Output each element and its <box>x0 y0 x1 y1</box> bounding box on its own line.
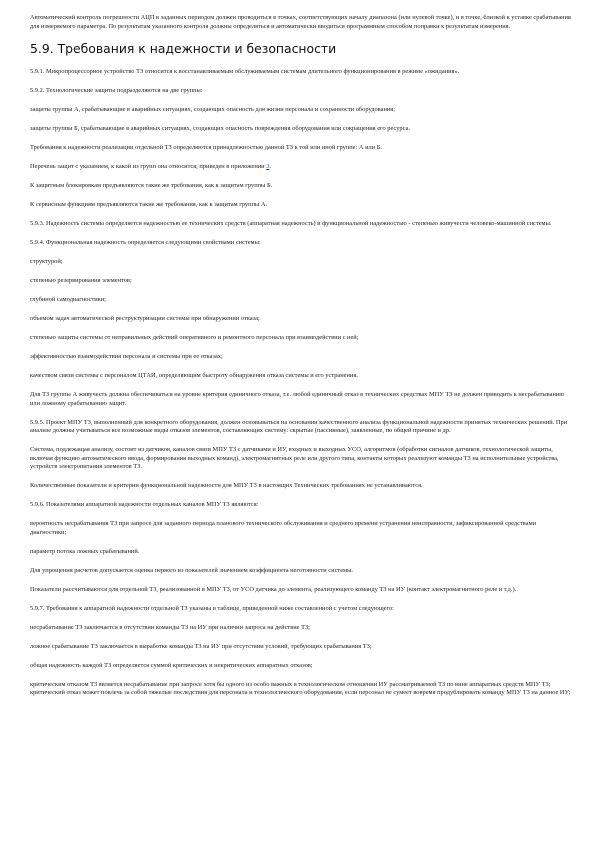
list-item-personnel-protection: степенью защиты системы от неправильных действий оперативного и ремонтного персонала при взаимодействии с ней; <box>30 333 359 341</box>
paragraph-5-9-5: 5.9.5. Проект МПУ ТЗ, выполненный для конкретного оборудования, должен основываться на основании качественного анализа функциональной надежности принятых технических решений. При анализе должны учитываться все возможные виды отказов элементов, составляющих систему: скрытые (пассивные), заявленные, по общей причине и др. <box>30 418 568 435</box>
paragraph-group-b: защиты группы Б, срабатывающие в аварийных ситуациях, создающих опасность повреждения оборудования или сокращения его ресурса. <box>30 125 410 133</box>
list-item-non-operation: несрабатывание ТЗ заключается в отсутствии команды ТЗ на ИУ при наличии запроса на действие ТЗ; <box>30 623 310 631</box>
paragraph-system-composition: Система, подлежащая анализу, состоит из датчиков, каналов связи МПУ ТЗ с датчиками и ИУ, входных и выходных УСО, алгоритмов (обработки сигналов датчиков, технологической защиты, включая функцию автоматического ввода, формирования выходных команд), электромагнитных реле или другого типа, контакты которых реализуют команды ТЗ на исполнительные устройства, устройств электропитания элементов ТЗ. <box>30 446 559 471</box>
list-item-false-operation: ложное срабатывание ТЗ заключается в выработке команды ТЗ на ИУ при отсутствии условий, требующих срабатывания ТЗ; <box>30 642 372 650</box>
list-item-failure-probability: вероятность несрабатывания ТЗ при запросе для заданного периода планового технического обслуживания и среднего времени устранения неисправности, зафиксированной средствами диагностики; <box>30 520 537 536</box>
section-heading: 5.9. Требования к надежности и безопасности <box>30 41 337 57</box>
list-item-interaction: эффективностью взаимодействия персонала и системы при ее отказах; <box>30 352 223 360</box>
intro-paragraph: Автоматический контроль погрешности АЦП в заданных периодом должен проводиться в точках, соответствующих началу диапазона (или нулевой точке), и в точке, близкой к уставке срабатывания для измеряемого параметра. По результатам указанного контроля должны определяться и автоматически вводиться программным способом поправки к результатам измерения. <box>30 14 571 30</box>
paragraph-5-9-1: 5.9.1. Микропроцессорное устройство ТЗ относится к восстанавливаемым обслуживаемым системам длительного функционирования в режиме «ожидания». <box>30 68 460 76</box>
paragraph-reliability-group: Требования к надежности реализации отдельной ТЗ определяются принадлежностью данной ТЗ к той или иной группе: А или Б. <box>30 144 382 152</box>
paragraph-protection-list <box>30 163 571 172</box>
list-item-false-trip-rate: параметр потока ложных срабатываний. <box>30 547 140 555</box>
list-item-restructuring: объемом задач автоматической реструктуризации системы при обнаружении отказа; <box>30 314 260 322</box>
paragraph-interlocks: К защитным блокировкам предъявляются такие же требования, как к защитам группы Б. <box>30 182 273 190</box>
list-item-overall-reliability: общая надежность каждой ТЗ определяется суммой критических и некритических аппаратных отказов; <box>30 661 313 669</box>
paragraph-quantitative-indicators: Количественные показатели и критерии функциональной надежности для МПУ ТЗ в настоящих Технических требованиях не устанавливаются. <box>30 482 423 490</box>
paragraph-service-functions: К сервисным функциям предъявляются такие же требования, как к защитам группы А. <box>30 201 268 209</box>
list-item-communication: качеством связи системы с персоналом ЦТАИ, определяющим быстроту обнаружения отказа системы и его устранения. <box>30 371 358 379</box>
list-item-structure: структурой; <box>30 258 63 266</box>
list-item-critical-failure: критическим отказом ТЗ является несрабатывание при запросе хотя бы одного из особо важных в технологическом отношении ИУ рассматриваемой ТЗ по вине аппаратных средств МПУ ТЗ; критический отказ может повлечь за собой тяжелые последствия для персонала и технологического оборудования, если персонал не сумеет вовремя продублировать команду МПУ ТЗ на данное ИУ; <box>30 680 571 697</box>
paragraph-5-9-3: 5.9.3. Надежность системы определяется надежностью ее технических средств (аппаратная надежность) и функциональной надежностью - степенью живучести человеко-машинной системы. <box>30 220 552 228</box>
paragraph-5-9-2: 5.9.2. Технологические защиты подразделяются на две группы: <box>30 87 203 95</box>
paragraph-group-a: защиты группы А, срабатывающие в аварийных ситуациях, создающих опасность для жизни персонала и сохранности оборудования; <box>30 106 396 114</box>
list-item-redundancy: степенью резервирования элементов; <box>30 277 132 285</box>
paragraph-protection-list-end: . <box>269 163 272 171</box>
paragraph-protection-list-text: Перечень защит с указанием, к какой из групп она относится, приведен в приложении <box>30 163 267 171</box>
paragraph-5-9-4: 5.9.4. Функциональная надежность определяется следующими свойствами системы: <box>30 239 261 247</box>
appendix-3-link[interactable]: 3 <box>266 163 270 171</box>
paragraph-calculation-simplification: Для упрощения расчетов допускается оценка первого из показателей значением коэффициента неготовности системы. <box>30 566 353 574</box>
list-item-self-diagnostics: глубиной самодиагностики; <box>30 296 106 303</box>
paragraph-group-a-survivability: Для ТЗ группы А живучесть должна обеспечиваться на уровне критерия единичного отказа, т.е. любой единичный отказ в технических средствах МПУ ТЗ не должен приводить к несрабатыванию или ложному срабатыванию защит. <box>30 390 565 407</box>
paragraph-5-9-6: 5.9.6. Показателями аппаратной надежности отдельных каналов МПУ ТЗ являются: <box>30 501 259 509</box>
paragraph-5-9-7: 5.9.7. Требования к аппаратной надежности отдельной ТЗ указаны в таблице, приведенной ниже составленной с учетом следующего: <box>30 604 394 612</box>
paragraph-indicator-scope: Показатели рассчитываются для отдельной ТЗ, реализованной в МПУ ТЗ, от УСО датчика до элемента, реализующего команду ТЗ на ИУ (контакт электромагнитного реле и т.д.). <box>30 585 517 593</box>
